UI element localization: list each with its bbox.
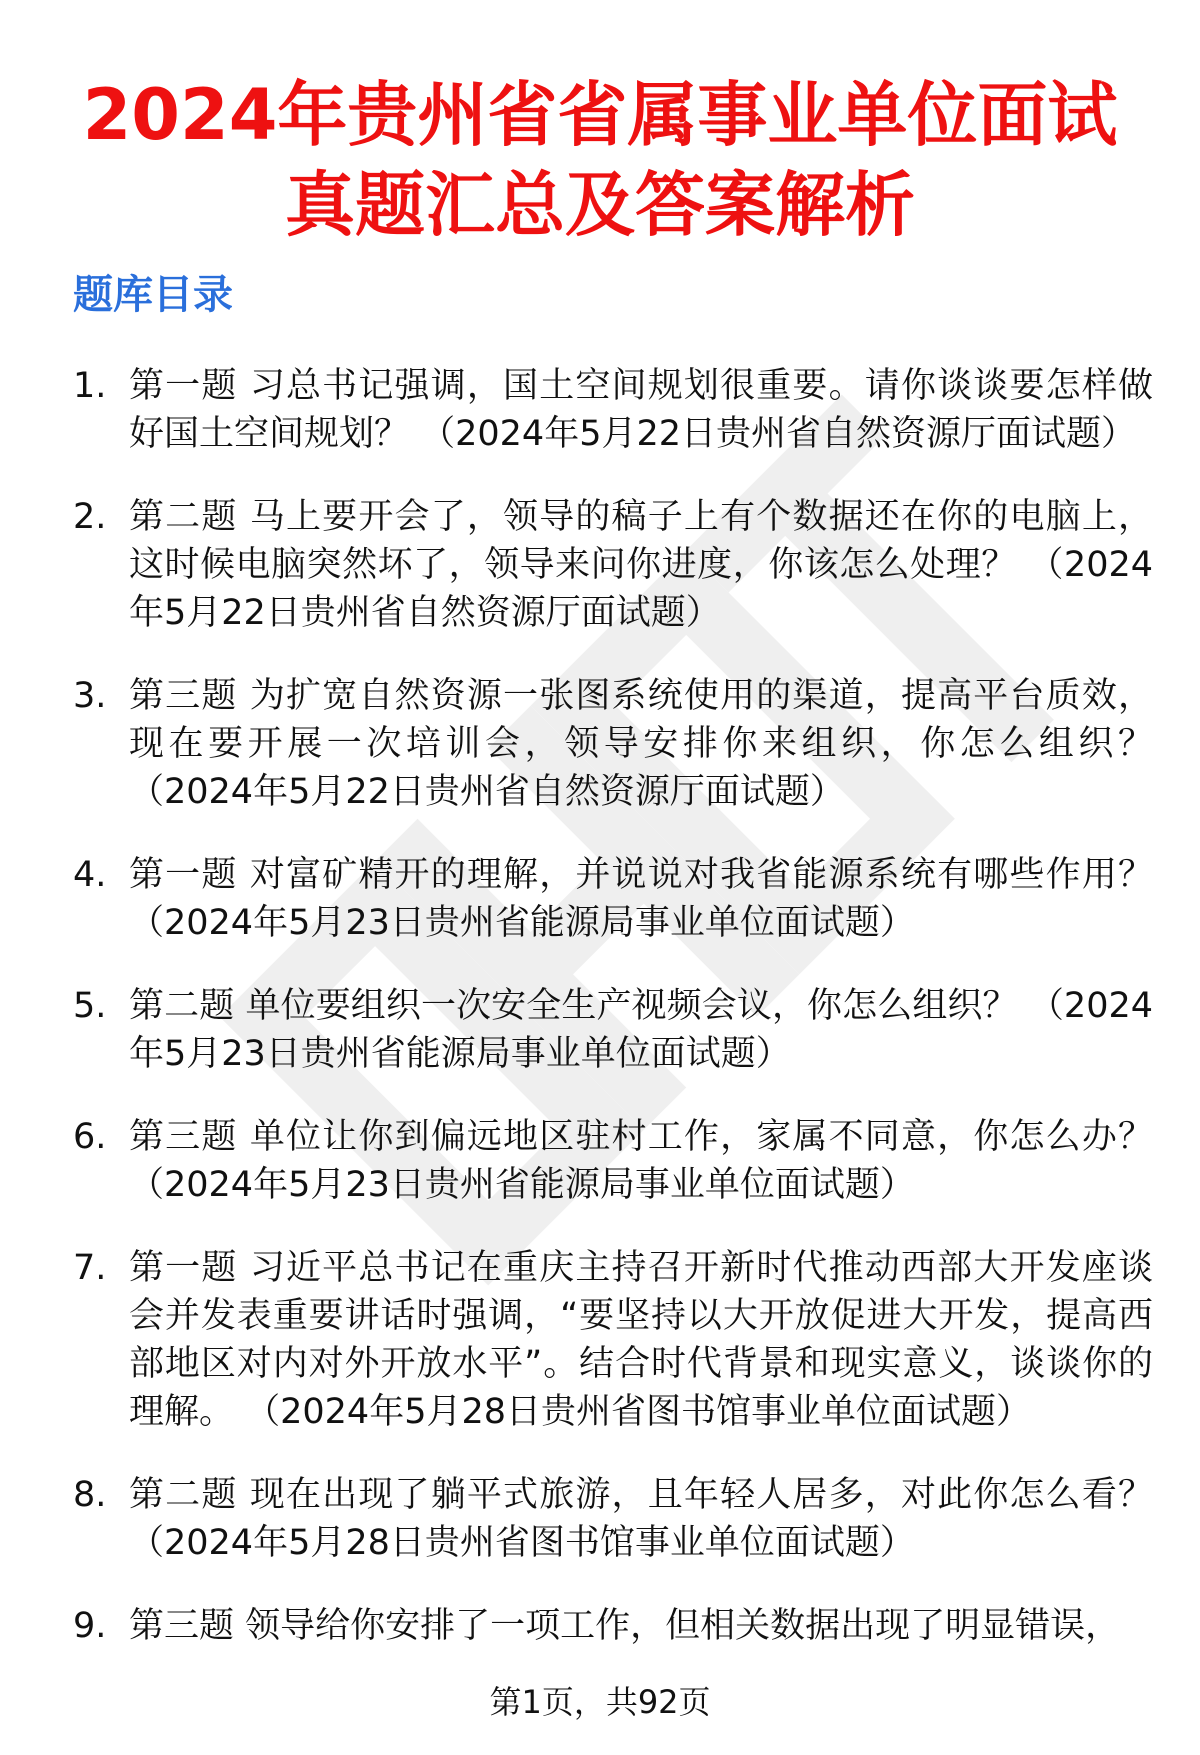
list-item [73,1244,1153,1436]
item-number: 8. [73,1475,107,1515]
list-item [73,1602,1153,1650]
document-title: 2024年贵州省省属事业单位面试真题汇总及答案解析 [82,74,1118,246]
item-number: 3. [73,676,107,716]
item-text: 第二题 马上要开会了，领导的稿子上有个数据还在你的电脑上，这时候电脑突然坏了，领导来问你进度，你该怎么处理？ （2024年5月22日贵州省自然资源厅面试题） [129,497,1153,633]
item-text: 第一题 习近平总书记在重庆主持召开新时代推动西部大开发座谈会并发表重要讲话时强调，“要坚持以大开放促进大开发，提高西部地区对内对外开放水平”。结合时代背景和现实意义，谈谈你的理解。 （2024年5月28日贵州省图书馆事业单位面试题） [129,1248,1153,1432]
item-text: 第二题 现在出现了躺平式旅游，且年轻人居多，对此你怎么看？ （2024年5月28日贵州省图书馆事业单位面试题） [129,1475,1153,1563]
item-text: 第二题 单位要组织一次安全生产视频会议，你怎么组织？ （2024年5月23日贵州省能源局事业单位面试题） [129,986,1153,1074]
item-number: 6. [73,1117,107,1157]
item-text: 第三题 领导给你安排了一项工作，但相关数据出现了明显错误， [129,1606,1121,1646]
list-item [73,672,1153,816]
list-item [73,493,1153,637]
item-number: 2. [73,497,107,537]
list-item [73,982,1153,1078]
toc-heading: 题库目录 [73,272,233,318]
page-footer: 第1页，共92页 [489,1683,711,1721]
item-text: 第一题 习总书记强调，国土空间规划很重要。请你谈谈要怎样做好国土空间规划？ （2024年5月22日贵州省自然资源厅面试题） [129,366,1153,454]
item-number: 9. [73,1606,107,1646]
list-item [73,362,1153,458]
list-item [73,1113,1153,1209]
item-number: 1. [73,366,107,406]
list-item [73,1471,1153,1567]
item-number: 7. [73,1248,107,1288]
item-text: 第三题 为扩宽自然资源一张图系统使用的渠道，提高平台质效，现在要开展一次培训会，领导安排你来组织，你怎么组织？ （2024年5月22日贵州省自然资源厅面试题） [129,676,1153,812]
item-text: 第三题 单位让你到偏远地区驻村工作，家属不同意，你怎么办？ （2024年5月23日贵州省能源局事业单位面试题） [129,1117,1153,1205]
item-number: 5. [73,986,107,1026]
item-number: 4. [73,855,107,895]
item-text: 第一题 对富矿精开的理解，并说说对我省能源系统有哪些作用？ （2024年5月23日贵州省能源局事业单位面试题） [129,855,1153,943]
question-list [73,362,1153,1685]
list-item [73,851,1153,947]
